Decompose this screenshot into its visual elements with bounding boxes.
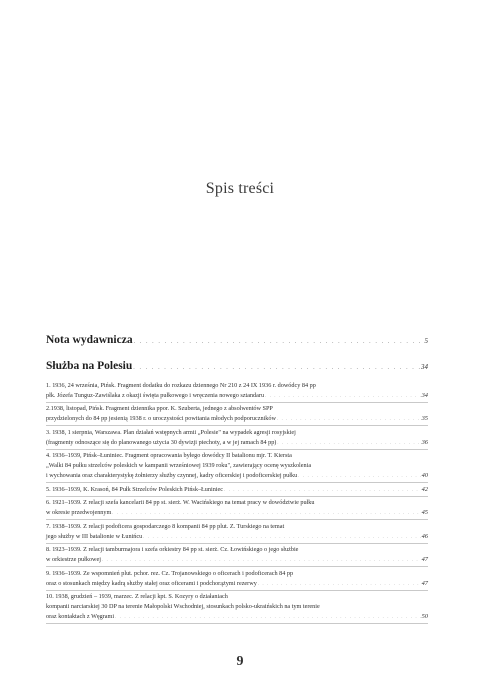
toc-entry[interactable]: [46, 520, 428, 544]
toc-entry-text: 9. 1936–1939. Ze wspomnień plut. pchor. rez. Cz. Trojanowskiego o oficerach i podoficerach 84 pp: [46, 569, 294, 577]
toc-entry-line: [46, 461, 428, 471]
toc-entry-line: [46, 522, 428, 532]
toc-entry-page: 36: [421, 438, 428, 446]
dot-leader: [112, 508, 420, 518]
toc-entry-text: 6. 1921–1939. Z relacji szefa kancelarii 84 pp st. sierż. W. Wacińskiego na temat pracy w dowództwie pułku: [46, 499, 315, 506]
toc-entry-line: [46, 612, 428, 622]
toc-entry-page: 47: [421, 556, 428, 563]
toc-entry-page: 45: [421, 509, 428, 516]
dot-leader: [143, 532, 420, 542]
toc-entry-line: [46, 391, 428, 401]
dot-leader: [265, 391, 421, 401]
toc-entry[interactable]: [46, 450, 428, 484]
toc-entry-line: [46, 438, 428, 448]
toc-entry-line: [46, 545, 428, 555]
toc-entry-text: przydzielonych do 84 pp jesienią 1938 r. o uroczystości powitania młodych podporuczników: [46, 415, 276, 422]
toc-entry-text: 4. 1936–1939, Pińsk–Łuniniec. Fragment opracowania byłego dowódcy II batalionu mjr. T. Kiersta: [46, 452, 292, 459]
toc-entry-line: [46, 471, 428, 481]
page-number: 9: [236, 654, 244, 669]
section-title: Nota wydawnicza: [46, 334, 133, 346]
toc-entry-page: 35: [421, 415, 428, 422]
toc-entry-text: oraz o stosunkach między kadrą służby stałej oraz oficerami i podchorążymi rezerwy: [46, 579, 257, 587]
toc-entry-text: kompanii narciarskiej 30 DP na terenie Małopolski Wschodniej, stosunkach polsko-ukraińskich na tym terenie: [46, 603, 320, 610]
toc-entry-line: [46, 498, 428, 508]
toc-entry-line: [46, 569, 428, 579]
dot-leader: [115, 612, 421, 622]
toc-entry-text: w okresie przedwojennym: [46, 509, 112, 516]
section-page: 34: [421, 363, 428, 371]
toc-entry-text: 1. 1936, 24 września, Pińsk. Fragment dodatku do rozkazu dziennego Nr 210 z 24 IX 1936 r. dowódcy 84 pp: [46, 381, 316, 389]
page-title: Spis treści: [205, 180, 275, 197]
toc-entry-line: [46, 404, 428, 414]
toc-entry-text: płk. Józefa Tunguz-Zawiślaka z okazji święta pułkowego i wręczenia nowego sztandaru: [46, 391, 265, 399]
toc-entry-text: 7. 1938–1939. Z relacji podoficera gospodarczego 8 kompanii 84 pp plut. Z. Turskiego na temat: [46, 522, 285, 530]
toc-entry-page: 40: [421, 472, 428, 479]
toc-entry-text: 2.1938, listopad, Pińsk. Fragment dziennika ppor. K. Szuberta, jednego z absolwentów SPP: [46, 405, 273, 412]
dot-leader: [133, 360, 420, 377]
toc-entry-page: 46: [421, 532, 428, 540]
toc-entry-line: [46, 602, 428, 612]
toc-entry-text: oraz kontaktach z Węgrami: [46, 613, 115, 620]
toc-entry-text: (fragmenty odnoszące się do planowanego użycia 30 dywizji piechoty, a w jej ramach 84 pp): [46, 438, 277, 446]
toc-entry[interactable]: [46, 379, 428, 403]
toc-entry-text: w orkiestrze pułkowej: [46, 556, 101, 563]
toc-entry-page: 34: [421, 391, 428, 399]
section-title: Służba na Polesiu: [46, 360, 133, 372]
toc-section-sluzba[interactable]: [46, 358, 428, 375]
toc-entry-line: [46, 428, 428, 438]
toc-entry-text: jego służby w III batalionie w Łunińcu: [46, 532, 143, 540]
toc-entry[interactable]: [46, 426, 428, 450]
dot-leader: [224, 485, 421, 495]
toc-entry-line: [46, 532, 428, 542]
toc-entry-text: 10. 1938, grudzień – 1939, marzec. Z relacji kpt. S. Kozyry o działaniach: [46, 593, 228, 600]
toc-entry-line: [46, 451, 428, 461]
toc-entry-line: [46, 555, 428, 565]
toc-entry-text: i wychowania oraz charakterystykę żołnierzy służby czynnej, kadry oficerskiej i podoficerskiej pułku: [46, 472, 298, 479]
table-of-contents: [46, 332, 428, 624]
toc-section-nota[interactable]: [46, 332, 428, 349]
toc-entry[interactable]: [46, 544, 428, 568]
toc-entry[interactable]: [46, 403, 428, 427]
toc-entry-line: [46, 579, 428, 589]
section-page: 5: [424, 337, 428, 345]
toc-entry-text: 8. 1923–1939. Z relacji tamburmajora i szefa orkiestry 84 pp st. sierż. Cz. Łowińskiego o jego służbie: [46, 546, 299, 553]
toc-entries: [46, 379, 428, 624]
dot-leader: [102, 555, 421, 565]
toc-entry-page: 42: [421, 485, 428, 493]
toc-entry[interactable]: [46, 567, 428, 591]
toc-entry-page: 50: [421, 613, 428, 620]
toc-entry-line: [46, 485, 428, 495]
dot-leader: [258, 579, 421, 589]
dot-leader: [277, 414, 421, 424]
toc-entry[interactable]: [46, 591, 428, 625]
dot-leader: [277, 438, 420, 448]
toc-entry[interactable]: [46, 497, 428, 521]
dot-leader: [298, 471, 420, 481]
toc-entry-line: [46, 414, 428, 424]
toc-entry-text: „Walki 84 pułku strzelców poleskich w kampanii wrześniowej 1939 roku", zawierający ocenę wyszkolenia: [46, 462, 312, 469]
toc-entry-page: 47: [421, 579, 428, 587]
toc-entry[interactable]: [46, 483, 428, 497]
toc-entry-line: [46, 592, 428, 602]
toc-entry-line: [46, 508, 428, 518]
toc-entry-text: 3. 1938, 1 sierpnia, Warszawa. Plan działań wstępnych armii „Polesie" na wypadek agresji rosyjskiej: [46, 428, 296, 436]
dot-leader: [134, 334, 424, 351]
toc-entry-text: 5. 1936–1939, K. Krasoń, 84 Pułk Strzelców Poleskich Pińsk–Łuniniec: [46, 485, 224, 493]
toc-entry-line: [46, 381, 428, 391]
